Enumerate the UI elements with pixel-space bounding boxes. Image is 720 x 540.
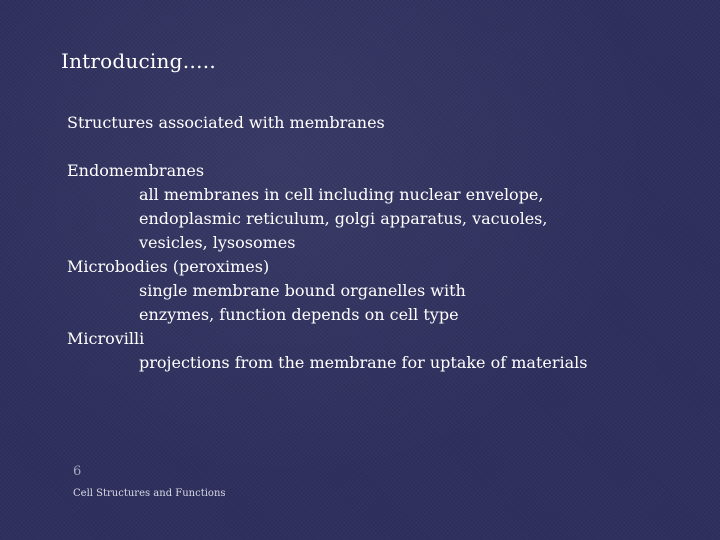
page-number: 6 bbox=[73, 464, 82, 479]
description-line: endoplasmic reticulum, golgi apparatus, vacuoles, bbox=[139, 209, 548, 228]
term-microvilli: Microvilli bbox=[67, 329, 145, 348]
list-item-microbodies bbox=[67, 255, 707, 327]
list-item-microvilli bbox=[67, 327, 707, 375]
slide-title: Introducing….. bbox=[61, 49, 216, 73]
description-line: all membranes in cell including nuclear envelope, bbox=[139, 185, 544, 204]
list-item-endomembranes bbox=[67, 159, 707, 255]
slide-subtitle: Structures associated with membranes bbox=[67, 113, 385, 132]
term-microbodies: Microbodies (peroximes) bbox=[67, 257, 270, 276]
description-line: vesicles, lysosomes bbox=[139, 233, 296, 252]
description-line: projections from the membrane for uptake of materials bbox=[139, 353, 588, 372]
description-line: enzymes, function depends on cell type bbox=[139, 305, 459, 324]
description-line: single membrane bound organelles with bbox=[139, 281, 466, 300]
term-endomembranes: Endomembranes bbox=[67, 161, 205, 180]
footer-text: Cell Structures and Functions bbox=[73, 488, 226, 499]
slide-body bbox=[67, 111, 707, 375]
